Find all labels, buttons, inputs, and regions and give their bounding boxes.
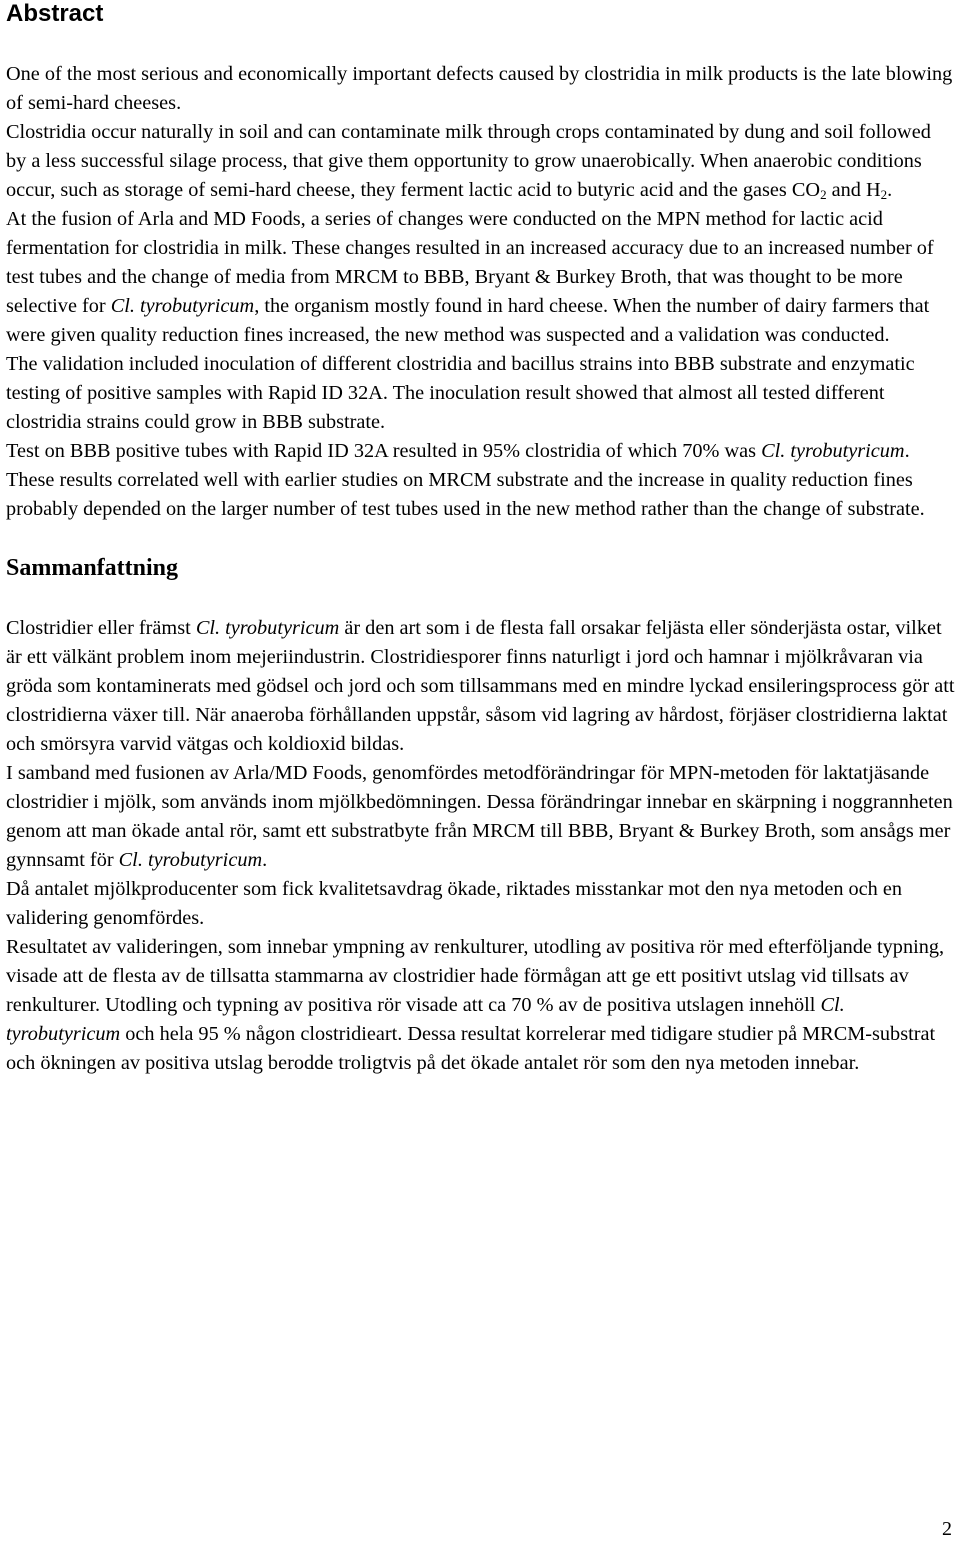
text-run: , the organism mostly found in hard cheese. When the number of dairy farmers that were given quality reduction fines increased, the new method was suspected and a validation was conducted. bbox=[6, 295, 930, 346]
abstract-paragraph-1: One of the most serious and economically important defects caused by clostridia in milk products is the late blowing of semi-hard cheeses. bbox=[6, 63, 953, 114]
species-name: Cl. tyrobutyricum bbox=[110, 295, 255, 317]
text-run: Resultatet av valideringen, som innebar ympning av renkulturer, utodling av positiva rör med efterföljande typning, visade att de flesta av de tillsatta stammarna av clostridier hade förmågan att ge ett positivt utslag vid tillsats av renkulturer. Utodling och typning av positiva rör visade att ca 70 % av de positiva utslagen innehöll bbox=[6, 936, 945, 1016]
abstract-heading: Abstract bbox=[6, 0, 104, 27]
text-run: är den art som i de flesta fall orsakar feljästa eller sönderjästa ostar, vilket är ett välkänt problem inom mejeriindustrin. Clostridiesporer finns naturligt i jord och hamnar i mjölkråvaran via gröda som kontaminerats med gödsel och jord och som tillsammans med en mindre lyckad ensileringsprocess gör att clostridierna växer till. När anaeroba förhållanden uppstår, såsom vid lagring av hårdost, förjäser clostridierna laktat och smörsyra varvid vätgas och koldioxid bildas. bbox=[6, 617, 955, 755]
page-number: 2 bbox=[942, 1518, 952, 1540]
text-run: I samband med fusionen av Arla/MD Foods, genomfördes metodförändringar för MPN-metoden för laktatjäsande clostridier i mjölk, som används inom mjölkbedömningen. Dessa förändringar innebar en skärpning i noggrannheten genom att man ökade antal rör, samt ett substratbyte från MRCM till BBB, Bryant & Burkey Broth, som ansågs mer gynnsamt för bbox=[6, 762, 953, 871]
text-run: och hela 95 % någon clostridieart. Dessa resultat korrelerar med tidigare studier på MRCM-substrat och ökningen av positiva utslag berodde troligtvis på det ökade antalet rör som den nya metoden innebar. bbox=[6, 1023, 936, 1074]
text-run: . These results correlated well with earlier studies on MRCM substrate and the increase in quality reduction fines probably depended on the larger number of test tubes used in the new method rather than the change of substrate. bbox=[6, 440, 925, 520]
sammanfattning-paragraph-1 bbox=[6, 614, 956, 759]
text-run: . bbox=[262, 849, 268, 871]
species-name: Cl. tyrobutyricum bbox=[6, 994, 845, 1045]
sammanfattning-paragraph-4 bbox=[6, 933, 956, 1078]
abstract-paragraph-3 bbox=[6, 205, 956, 350]
abstract-body bbox=[6, 60, 956, 524]
species-name: Cl. tyrobutyricum bbox=[761, 440, 905, 462]
abstract-paragraph-5 bbox=[6, 437, 956, 524]
text-run: Test on BBB positive tubes with Rapid ID 32A resulted in 95% clostridia of which 70% was bbox=[6, 440, 762, 462]
page-content bbox=[6, 0, 956, 1078]
abstract-paragraph-4: The validation included inoculation of different clostridia and bacillus strains into BBB substrate and enzymatic testing of positive samples with Rapid ID 32A. The inoculation result showed that almost all tested different clostridia strains could grow in BBB substrate. bbox=[6, 353, 915, 433]
subscript: 2 bbox=[820, 187, 827, 202]
text-run: Clostridia occur naturally in soil and can contaminate milk through crops contaminated by dung and soil followed by a less successful silage process, that give them opportunity to grow unaerobically. When anaerobic conditions occur, such as storage of semi-hard cheese, they ferment lactic acid to butyric acid and the gases CO bbox=[6, 121, 931, 201]
species-name: Cl. tyrobutyricum bbox=[118, 849, 263, 871]
text-run: Clostridier eller främst bbox=[6, 617, 196, 639]
species-name: Cl. tyrobutyricum bbox=[195, 617, 340, 639]
abstract-paragraph-2 bbox=[6, 118, 956, 205]
sammanfattning-heading: Sammanfattning bbox=[6, 555, 179, 581]
text-run: At the fusion of Arla and MD Foods, a series of changes were conducted on the MPN method for lactic acid fermentation for clostridia in milk. These changes resulted in an increased accuracy due to an increased number of test tubes and the change of media from MRCM to BBB, Bryant & Burkey Broth, that was thought to be more selective for bbox=[6, 208, 934, 317]
text-run: and H bbox=[826, 179, 881, 201]
sammanfattning-paragraph-2 bbox=[6, 759, 956, 875]
subscript: 2 bbox=[880, 187, 888, 202]
sammanfattning-paragraph-3: Då antalet mjölkproducenter som fick kvalitetsavdrag ökade, riktades misstankar mot den nya metoden och en validering genomfördes. bbox=[6, 878, 903, 929]
text-run: . bbox=[887, 179, 893, 201]
sammanfattning-body bbox=[6, 614, 956, 1078]
